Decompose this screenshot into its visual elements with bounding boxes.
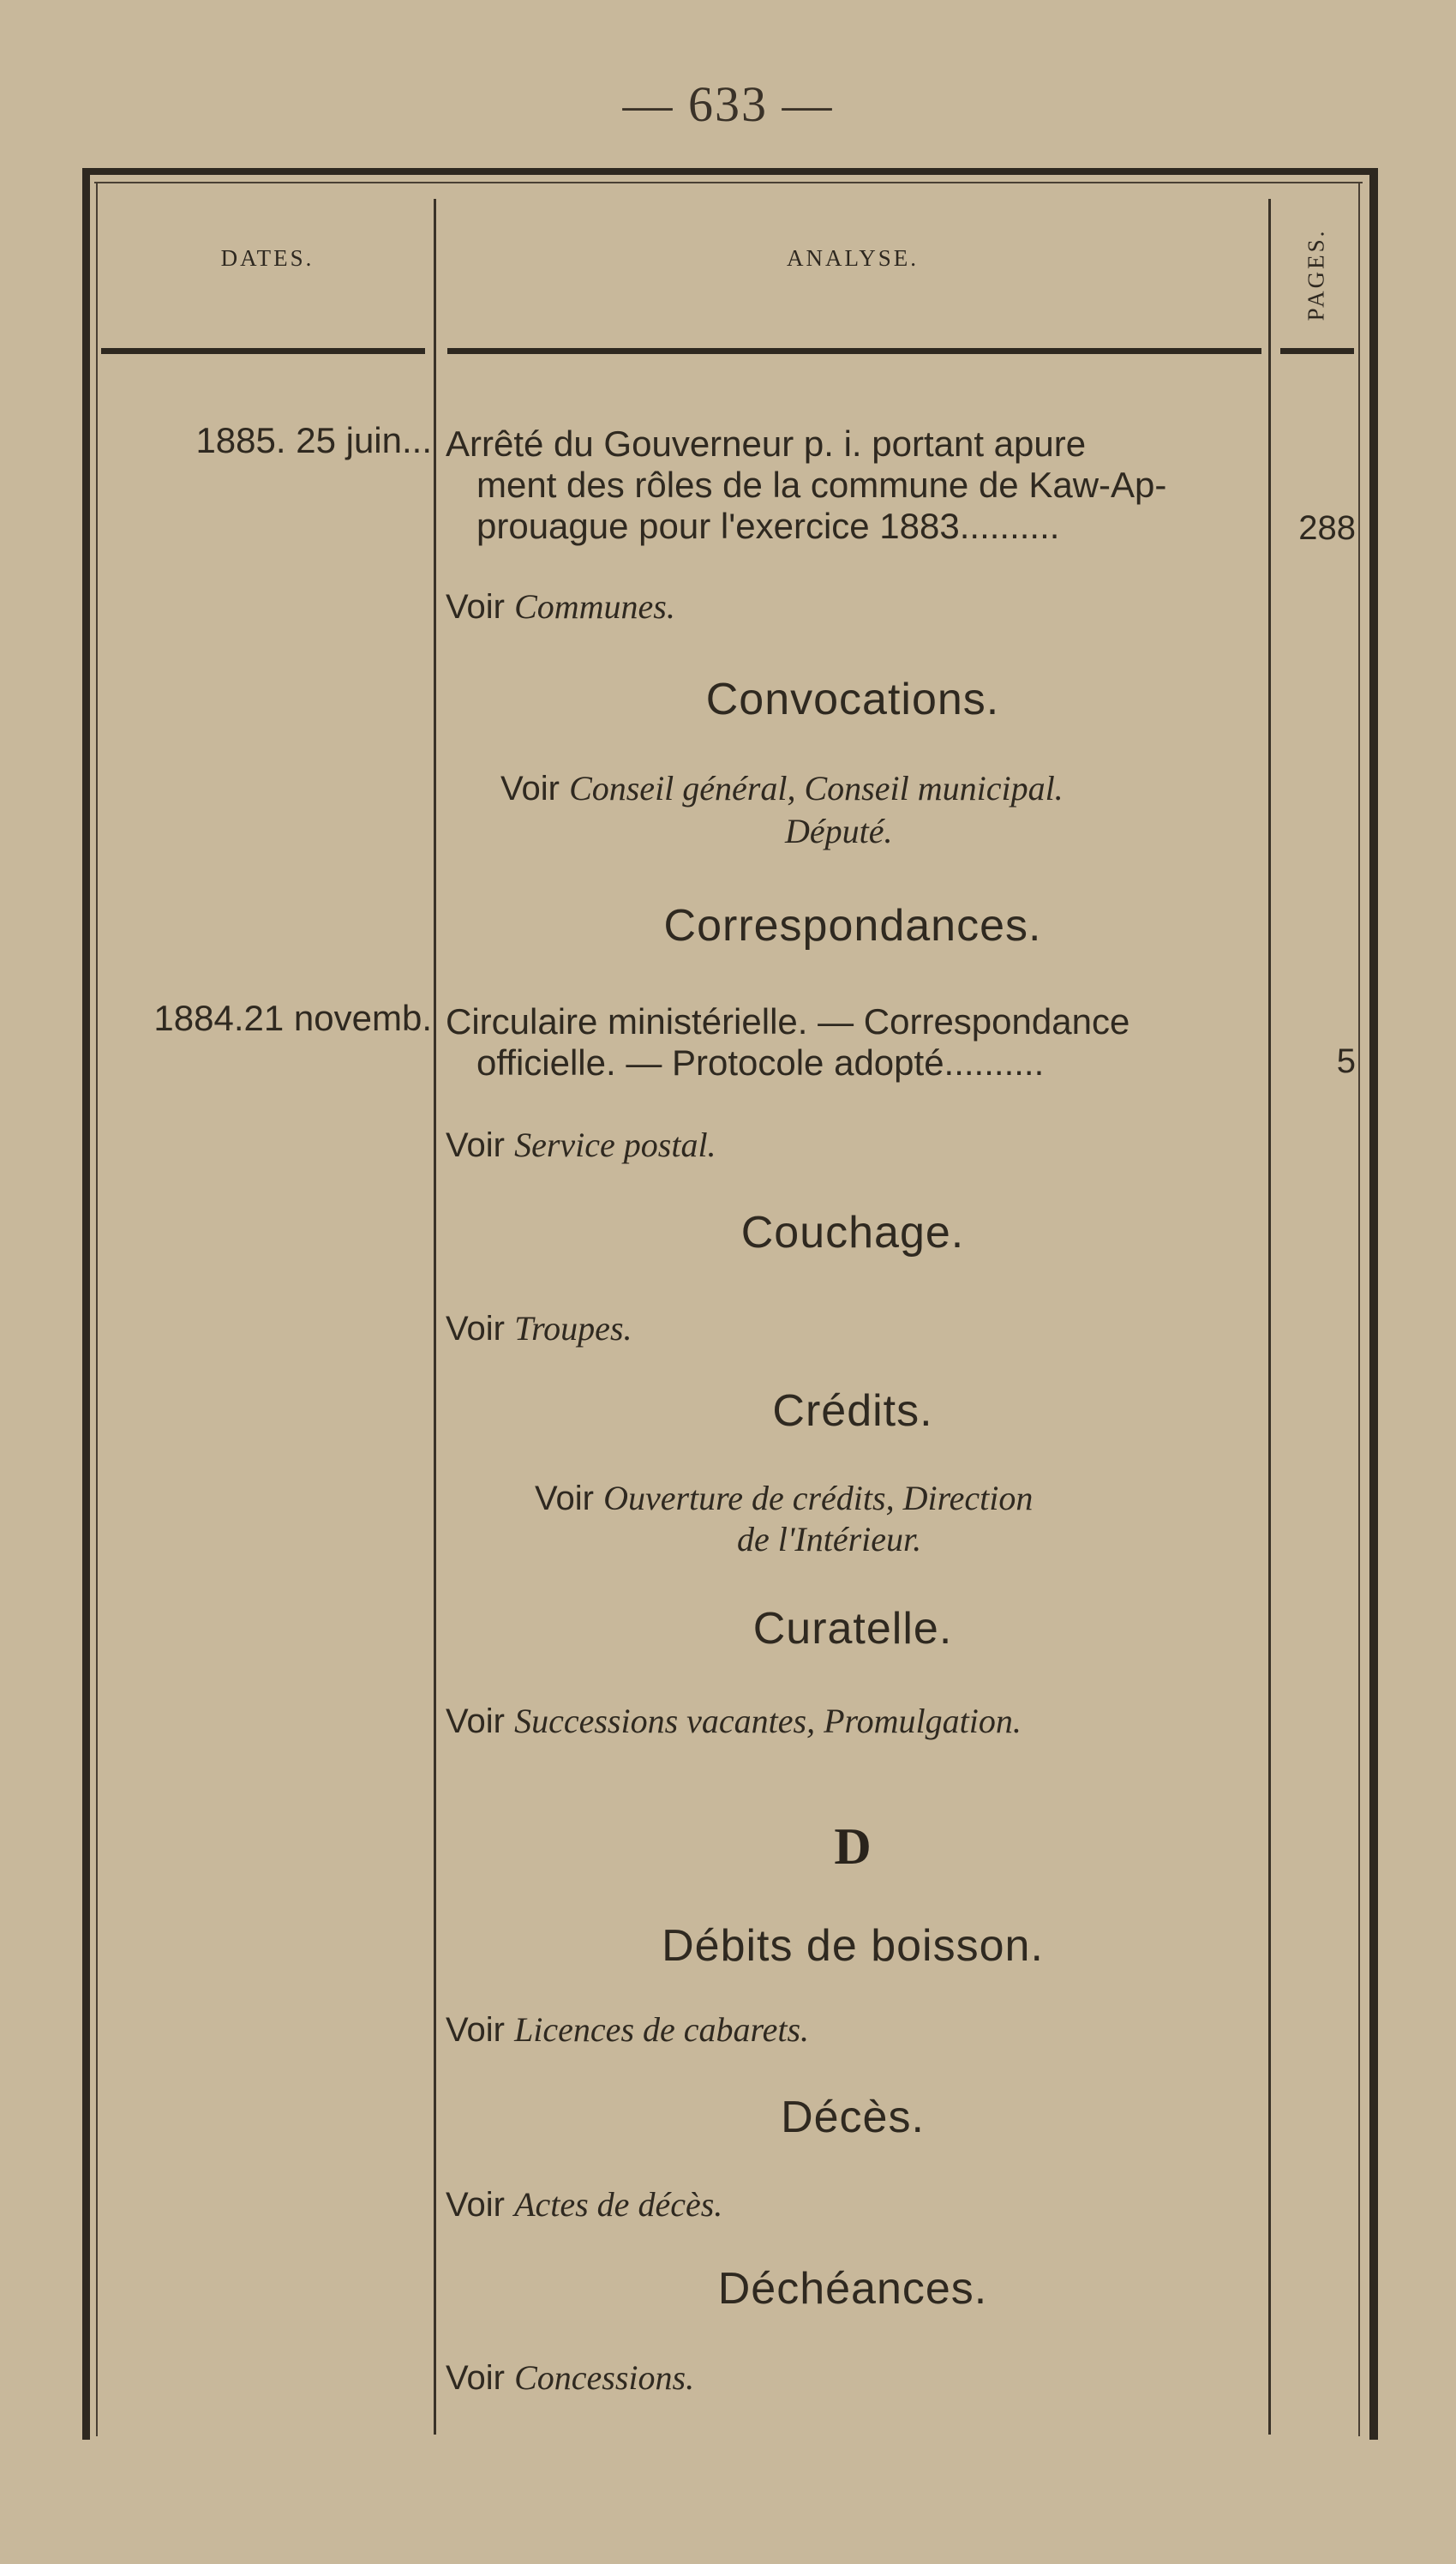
voir-word: Voir [446, 1126, 505, 1164]
frame-rule-top [82, 168, 1378, 175]
entry-text [446, 423, 1260, 547]
voir-target: Ouverture de crédits, Direction [603, 1479, 1034, 1517]
frame-rule-right-thin [1358, 182, 1360, 2436]
column-header-analyse: ANALYSE. [786, 245, 920, 271]
voir-word: Voir [446, 1702, 505, 1740]
voir-target: Communes. [514, 587, 675, 626]
voir-target: Député. [785, 812, 893, 850]
column-divider-dates [434, 199, 436, 2435]
entry-date: 1884.21 novemb. [153, 998, 432, 1038]
voir-target: Service postal. [514, 1126, 716, 1164]
section-heading: Convocations. [705, 675, 1000, 724]
voir-target: Actes de décès. [514, 2185, 723, 2224]
section-heading: Curatelle. [752, 1604, 953, 1654]
header-rule-pages [1280, 348, 1354, 354]
alphabet-letter: D [834, 1818, 872, 1875]
entry-text [446, 1001, 1260, 1084]
entry-line: prouague pour l'exercice 1883.......... [476, 506, 1060, 546]
voir-word: Voir [535, 1480, 594, 1517]
voir-reference [535, 1478, 1033, 1519]
section-heading: Crédits. [772, 1386, 933, 1436]
voir-target: de l'Intérieur. [737, 1520, 922, 1558]
frame-rule-left [82, 168, 90, 2440]
voir-reference-continued [785, 811, 893, 852]
section-heading: Décès. [781, 2093, 925, 2142]
entry-line: Circulaire ministérielle. — Correspondance [446, 1001, 1130, 1042]
voir-reference [446, 2357, 694, 2399]
voir-target: Troupes. [514, 1309, 632, 1348]
section-heading: Débits de boisson. [662, 1921, 1044, 1971]
page-number: — 633 — [622, 76, 834, 132]
frame-rule-top-thin [94, 182, 1363, 183]
voir-reference [446, 1125, 716, 1166]
column-header-dates: DATES. [220, 245, 315, 271]
voir-reference [446, 586, 675, 627]
frame-rule-right [1369, 168, 1378, 2440]
entry-line: ment des rôles de la commune de Kaw-Ap- [476, 465, 1167, 505]
voir-target: Concessions. [514, 2358, 695, 2397]
voir-reference [446, 2009, 809, 2051]
entry-page-ref: 288 [1298, 509, 1356, 547]
voir-reference [446, 1701, 1022, 1742]
frame-rule-left-thin [96, 182, 98, 2436]
voir-reference [446, 1308, 632, 1349]
voir-word: Voir [500, 770, 560, 808]
header-rule-dates [101, 348, 425, 354]
voir-word: Voir [446, 1310, 505, 1348]
column-header-pages-label: PAGES. [1303, 228, 1329, 321]
voir-word: Voir [446, 2011, 505, 2049]
voir-target: Conseil général, Conseil municipal. [569, 769, 1064, 808]
voir-target: Successions vacantes, Promulgation. [514, 1702, 1022, 1740]
voir-reference [500, 768, 1064, 809]
voir-word: Voir [446, 2186, 505, 2224]
voir-reference-continued [737, 1519, 921, 1560]
section-heading: Correspondances. [663, 901, 1042, 951]
entry-page-ref: 5 [1336, 1042, 1356, 1080]
section-heading: Couchage. [740, 1208, 965, 1258]
column-header-pages [1275, 206, 1357, 343]
section-heading: Déchéances. [717, 2264, 988, 2314]
header-rule-analyse [447, 348, 1261, 354]
entry-line: officielle. — Protocole adopté.......... [476, 1042, 1045, 1083]
voir-word: Voir [446, 588, 505, 626]
column-divider-pages [1268, 199, 1271, 2435]
entry-date: 1885. 25 juin... [195, 420, 432, 460]
voir-reference [446, 2184, 722, 2225]
voir-word: Voir [446, 2359, 505, 2397]
entry-line: Arrêté du Gouverneur p. i. portant apure [446, 423, 1087, 464]
voir-target: Licences de cabarets. [514, 2010, 810, 2049]
